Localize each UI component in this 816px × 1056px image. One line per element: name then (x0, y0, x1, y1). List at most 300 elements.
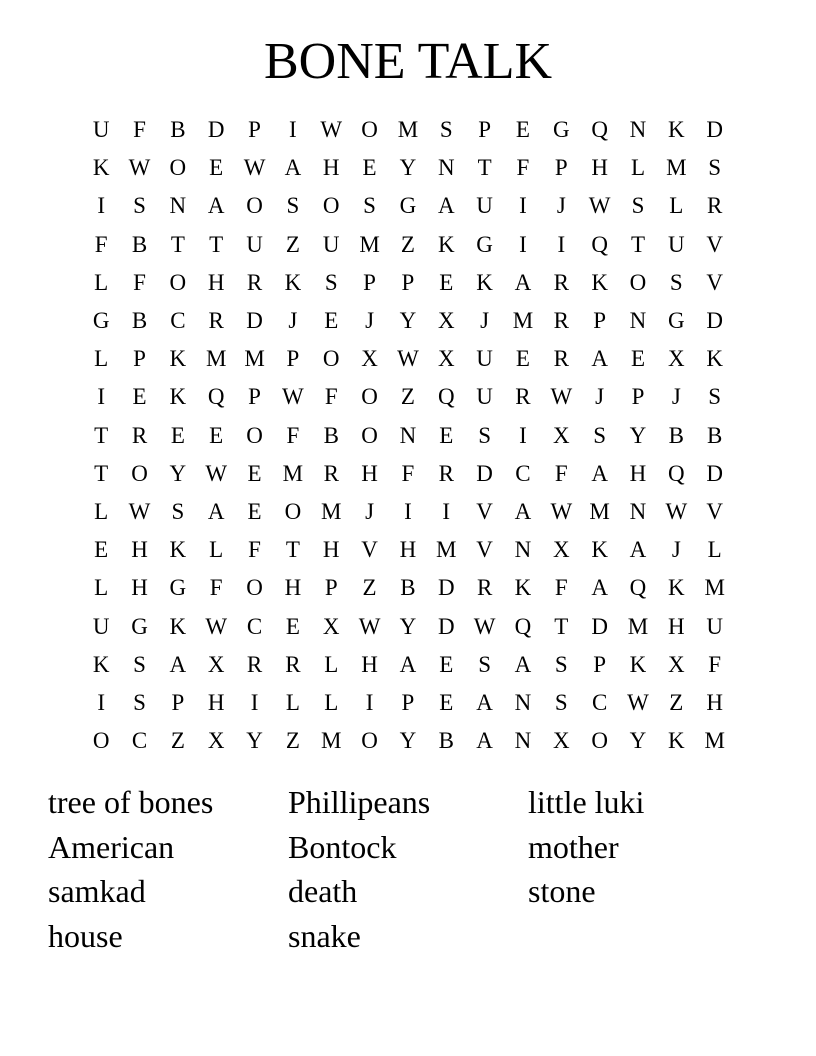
grid-letter: O (629, 269, 647, 295)
grid-letter: K (92, 651, 110, 677)
word-list-item: American (48, 828, 175, 865)
grid-letter: X (437, 308, 455, 334)
grid-letter: B (438, 728, 454, 754)
grid-letter: E (515, 117, 530, 143)
grid-letter: P (286, 346, 300, 372)
grid-letter: F (554, 460, 568, 486)
grid-letter: W (205, 460, 228, 486)
grid-letter: R (553, 269, 569, 295)
grid-letter: O (284, 498, 302, 524)
grid-letter: I (97, 193, 105, 219)
grid-row (82, 646, 734, 684)
grid-letter: H (131, 575, 148, 601)
grid-letter: E (439, 651, 454, 677)
grid-letter: E (170, 422, 185, 448)
grid-letter: K (169, 346, 187, 372)
grid-letter: Y (399, 728, 417, 754)
grid-letter: T (554, 613, 569, 639)
grid-letter: I (289, 117, 297, 143)
grid-letter: F (209, 575, 223, 601)
grid-letter: J (365, 498, 375, 524)
grid-letter: S (439, 117, 453, 143)
word-column (288, 780, 528, 959)
grid-letter: O (591, 728, 608, 754)
grid-letter: P (363, 269, 376, 295)
grid-letter: M (436, 537, 457, 563)
grid-letter: W (128, 498, 151, 524)
grid-letter: E (439, 689, 454, 715)
grid-letter: A (591, 460, 608, 486)
grid-letter: Q (207, 384, 225, 410)
grid-letter: F (133, 117, 146, 143)
grid-letter: H (591, 155, 608, 181)
word-column (528, 780, 768, 959)
grid-letter: A (399, 651, 417, 677)
grid-letter: H (361, 651, 378, 677)
grid-letter: N (629, 308, 647, 334)
grid-letter: L (94, 575, 109, 601)
grid-letter: H (284, 575, 302, 601)
grid-row (82, 684, 734, 722)
grid-letter: U (92, 117, 110, 143)
grid-letter: U (476, 193, 493, 219)
grid-letter: N (399, 422, 417, 448)
grid-letter: O (246, 193, 263, 219)
grid-letter: H (399, 537, 417, 563)
grid-letter: L (707, 537, 722, 563)
grid-letter: P (324, 575, 338, 601)
grid-letter: G (131, 613, 148, 639)
grid-letter: D (207, 117, 225, 143)
grid-letter: Q (437, 384, 455, 410)
grid-letter: R (553, 308, 569, 334)
grid-letter: Z (400, 231, 415, 257)
grid-letter: S (708, 155, 722, 181)
grid-letter: E (324, 308, 339, 334)
grid-letter: W (358, 613, 381, 639)
grid-letter: N (514, 728, 532, 754)
word-list-item: Bontock (288, 828, 397, 865)
grid-letter: E (439, 269, 454, 295)
grid-letter: N (629, 498, 647, 524)
grid-row (82, 493, 734, 531)
grid-letter: I (519, 193, 527, 219)
grid-letter: E (515, 346, 530, 372)
grid-letter: P (248, 384, 261, 410)
grid-letter: A (437, 193, 455, 219)
grid-letter: P (401, 269, 415, 295)
grid-letter: S (669, 269, 683, 295)
grid-letter: M (704, 575, 725, 601)
grid-letter: M (512, 308, 534, 334)
grid-letter: V (706, 498, 723, 524)
grid-letter: F (94, 231, 108, 257)
grid-row (82, 722, 734, 760)
grid-letter: P (554, 155, 568, 181)
grid-letter: G (399, 193, 417, 219)
grid-letter: A (591, 575, 608, 601)
grid-letter: X (361, 346, 378, 372)
grid-letter: D (437, 613, 455, 639)
grid-letter: T (630, 231, 646, 257)
grid-letter: B (131, 231, 148, 257)
grid-letter: E (209, 422, 224, 448)
grid-letter: E (94, 537, 109, 563)
grid-letter: C (170, 308, 186, 334)
grid-letter: J (288, 308, 298, 334)
grid-letter: G (92, 308, 110, 334)
grid-letter: S (708, 384, 722, 410)
grid-letter: K (437, 231, 455, 257)
grid-letter: M (321, 728, 342, 754)
grid-letter: I (557, 231, 566, 257)
grid-letter: P (631, 384, 645, 410)
grid-letter: X (552, 537, 570, 563)
grid-letter: U (476, 346, 493, 372)
grid-letter: S (478, 651, 491, 677)
grid-letter: N (514, 689, 532, 715)
grid-letter: V (476, 537, 493, 563)
grid-letter: O (322, 346, 340, 372)
grid-letter: S (133, 689, 146, 715)
grid-letter: I (97, 689, 105, 715)
grid-row (82, 111, 734, 149)
grid-letter: S (133, 193, 146, 219)
grid-letter: M (589, 498, 610, 524)
grid-letter: X (322, 613, 340, 639)
grid-letter: E (247, 460, 262, 486)
grid-letter: N (437, 155, 455, 181)
grid-row (82, 607, 734, 645)
grid-letter: N (514, 537, 532, 563)
grid-letter: A (629, 537, 647, 563)
grid-letter: B (707, 422, 723, 448)
grid-letter: R (323, 460, 339, 486)
grid-letter: D (706, 308, 723, 334)
grid-letter: L (209, 537, 224, 563)
grid-row (82, 531, 734, 569)
grid-letter: W (550, 498, 573, 524)
grid-letter: L (94, 269, 109, 295)
grid-letter: S (554, 689, 568, 715)
grid-letter: D (591, 613, 608, 639)
grid-letter: L (324, 689, 339, 715)
grid-letter: H (322, 537, 340, 563)
grid-letter: K (668, 117, 685, 143)
grid-letter: U (322, 231, 340, 257)
grid-letter: W (473, 613, 496, 639)
grid-letter: M (321, 498, 342, 524)
grid-letter: X (668, 346, 685, 372)
grid-letter: W (282, 384, 304, 410)
grid-letter: X (207, 728, 225, 754)
grid-letter: I (404, 498, 412, 524)
grid-letter: L (669, 193, 684, 219)
grid-letter: E (362, 155, 377, 181)
grid-letter: K (284, 269, 302, 295)
grid-letter: L (630, 155, 646, 181)
grid-letter: X (207, 651, 225, 677)
grid-row (82, 455, 734, 493)
grid-letter: X (552, 422, 570, 448)
grid-letter: L (285, 689, 300, 715)
grid-letter: L (94, 346, 109, 372)
grid-letter: A (514, 651, 532, 677)
grid-letter: Y (399, 613, 417, 639)
grid-letter: R (553, 346, 569, 372)
grid-letter: I (519, 422, 527, 448)
grid-letter: A (284, 155, 302, 181)
grid-letter: F (401, 460, 415, 486)
grid-letter: B (131, 308, 148, 334)
grid-row (82, 378, 734, 416)
grid-letter: K (629, 651, 647, 677)
grid-letter: Z (285, 231, 300, 257)
grid-row (82, 264, 734, 302)
grid-letter: O (169, 269, 187, 295)
grid-letter: O (246, 575, 263, 601)
grid-letter: R (246, 651, 263, 677)
grid-row (82, 226, 734, 264)
grid-letter: Y (246, 728, 263, 754)
grid-letter: E (630, 346, 646, 372)
word-list (48, 780, 768, 959)
grid-letter: C (131, 728, 148, 754)
grid-letter: V (361, 537, 378, 563)
grid-letter: O (131, 460, 148, 486)
grid-letter: K (591, 269, 608, 295)
grid-letter: A (207, 193, 225, 219)
grid-letter: K (169, 613, 187, 639)
grid-letter: D (706, 117, 723, 143)
grid-letter: T (94, 460, 109, 486)
grid-letter: K (591, 537, 608, 563)
grid-letter: T (285, 537, 300, 563)
grid-letter: Q (514, 613, 532, 639)
grid-letter: Y (169, 460, 187, 486)
grid-letter: V (706, 269, 723, 295)
grid-letter: O (361, 422, 378, 448)
grid-letter: O (361, 384, 378, 410)
letter-grid (82, 111, 734, 760)
grid-letter: X (668, 651, 685, 677)
grid-letter: A (169, 651, 187, 677)
grid-letter: C (591, 689, 608, 715)
grid-letter: F (286, 422, 300, 448)
grid-letter: B (400, 575, 416, 601)
grid-letter: T (477, 155, 492, 181)
grid-letter: P (401, 689, 415, 715)
grid-letter: H (207, 689, 225, 715)
grid-letter: O (169, 155, 187, 181)
grid-letter: O (361, 117, 378, 143)
grid-letter: K (706, 346, 723, 372)
grid-letter: S (554, 651, 568, 677)
grid-letter: W (665, 498, 688, 524)
page-title: BONE TALK (263, 33, 553, 90)
grid-letter: E (247, 498, 262, 524)
grid-letter: S (593, 422, 607, 448)
grid-letter: M (397, 117, 419, 143)
grid-letter: Q (591, 117, 608, 143)
grid-letter: A (514, 498, 532, 524)
grid-letter: E (285, 613, 300, 639)
grid-letter: W (205, 613, 228, 639)
grid-letter: H (207, 269, 225, 295)
grid-letter: K (169, 384, 187, 410)
grid-letter: D (246, 308, 263, 334)
grid-letter: A (476, 728, 493, 754)
grid-letter: I (250, 689, 259, 715)
grid-letter: Y (399, 308, 417, 334)
grid-letter: W (627, 689, 649, 715)
grid-letter: Y (629, 422, 647, 448)
grid-letter: R (246, 269, 263, 295)
grid-letter: A (591, 346, 608, 372)
grid-row (82, 302, 734, 340)
grid-letter: K (476, 269, 493, 295)
grid-letter: P (171, 689, 185, 715)
grid-letter: A (207, 498, 225, 524)
grid-row (82, 569, 734, 607)
grid-letter: R (707, 193, 723, 219)
grid-letter: P (248, 117, 261, 143)
grid-letter: X (437, 346, 455, 372)
grid-letter: T (94, 422, 109, 448)
grid-letter: J (365, 308, 375, 334)
grid-letter: P (478, 117, 491, 143)
grid-letter: Z (362, 575, 377, 601)
word-list-item: little luki (528, 784, 645, 820)
grid-letter: E (132, 384, 147, 410)
grid-letter: K (668, 575, 685, 601)
grid-letter: M (627, 613, 649, 639)
grid-letter: S (478, 422, 491, 448)
grid-letter: H (668, 613, 685, 639)
grid-letter: M (244, 346, 265, 372)
grid-letter: L (94, 498, 109, 524)
grid-letter: M (205, 346, 227, 372)
grid-letter: G (668, 308, 685, 334)
grid-letter: J (595, 384, 605, 410)
grid-letter: W (128, 155, 151, 181)
word-list-item: Phillipeans (288, 784, 431, 820)
grid-row (82, 340, 734, 378)
grid-row (82, 149, 734, 187)
grid-letter: F (324, 384, 338, 410)
grid-letter: R (438, 460, 454, 486)
grid-letter: J (671, 384, 681, 410)
word-list-item: snake (288, 918, 361, 955)
grid-letter: F (248, 537, 261, 563)
grid-letter: Q (629, 575, 647, 601)
grid-letter: U (92, 613, 110, 639)
grid-letter: J (480, 308, 490, 334)
grid-letter: B (170, 117, 186, 143)
grid-letter: P (133, 346, 146, 372)
grid-letter: H (706, 689, 723, 715)
grid-letter: H (361, 460, 378, 486)
grid-letter: R (476, 575, 493, 601)
grid-letter: O (92, 728, 110, 754)
grid-row (82, 187, 734, 225)
grid-letter: S (286, 193, 300, 219)
grid-letter: F (708, 651, 722, 677)
grid-letter: L (324, 651, 339, 677)
grid-letter: R (131, 422, 148, 448)
grid-letter: R (285, 651, 301, 677)
word-list-item: tree of bones (48, 784, 214, 820)
grid-letter: Y (629, 728, 647, 754)
grid-letter: H (131, 537, 148, 563)
grid-letter: V (706, 231, 723, 257)
grid-letter: H (629, 460, 647, 486)
grid-letter: M (704, 728, 725, 754)
grid-letter: N (169, 193, 187, 219)
grid-letter: U (668, 231, 685, 257)
grid-letter: G (476, 231, 493, 257)
grid-letter: K (514, 575, 532, 601)
grid-letter: S (324, 269, 338, 295)
grid-letter: A (476, 689, 493, 715)
grid-letter: I (519, 231, 527, 257)
grid-letter: I (97, 384, 105, 410)
grid-letter: M (359, 231, 380, 257)
grid-letter: E (439, 422, 454, 448)
grid-letter: Z (400, 384, 415, 410)
grid-letter: F (516, 155, 530, 181)
grid-letter: W (588, 193, 611, 219)
grid-letter: U (246, 231, 263, 257)
word-list-item: death (288, 873, 358, 910)
grid-letter: O (322, 193, 340, 219)
grid-letter: W (550, 384, 573, 410)
grid-letter: M (282, 460, 304, 486)
grid-letter: G (169, 575, 187, 601)
grid-letter: S (171, 498, 185, 524)
grid-letter: T (170, 231, 185, 257)
word-list-item: mother (528, 828, 619, 865)
grid-letter: B (668, 422, 684, 448)
grid-letter: T (209, 231, 224, 257)
grid-letter: P (593, 308, 607, 334)
grid-letter: D (476, 460, 493, 486)
grid-letter: C (515, 460, 531, 486)
grid-letter: Z (170, 728, 185, 754)
grid-letter: E (209, 155, 224, 181)
grid-letter: K (169, 537, 187, 563)
grid-letter: X (552, 728, 570, 754)
grid-letter: U (476, 384, 493, 410)
word-list-item: house (48, 918, 123, 955)
grid-letter: G (552, 117, 570, 143)
grid-letter: V (476, 498, 493, 524)
grid-letter: I (442, 498, 451, 524)
grid-letter: P (593, 651, 607, 677)
word-list-item: stone (528, 873, 596, 910)
grid-letter: Q (668, 460, 685, 486)
grid-letter: S (631, 193, 645, 219)
grid-row (82, 417, 734, 455)
grid-letter: O (246, 422, 263, 448)
grid-letter: S (133, 651, 146, 677)
grid-letter: Y (399, 155, 417, 181)
grid-letter: F (133, 269, 146, 295)
grid-letter: D (706, 460, 723, 486)
grid-letter: F (554, 575, 568, 601)
word-column (48, 780, 288, 959)
grid-letter: I (365, 689, 374, 715)
